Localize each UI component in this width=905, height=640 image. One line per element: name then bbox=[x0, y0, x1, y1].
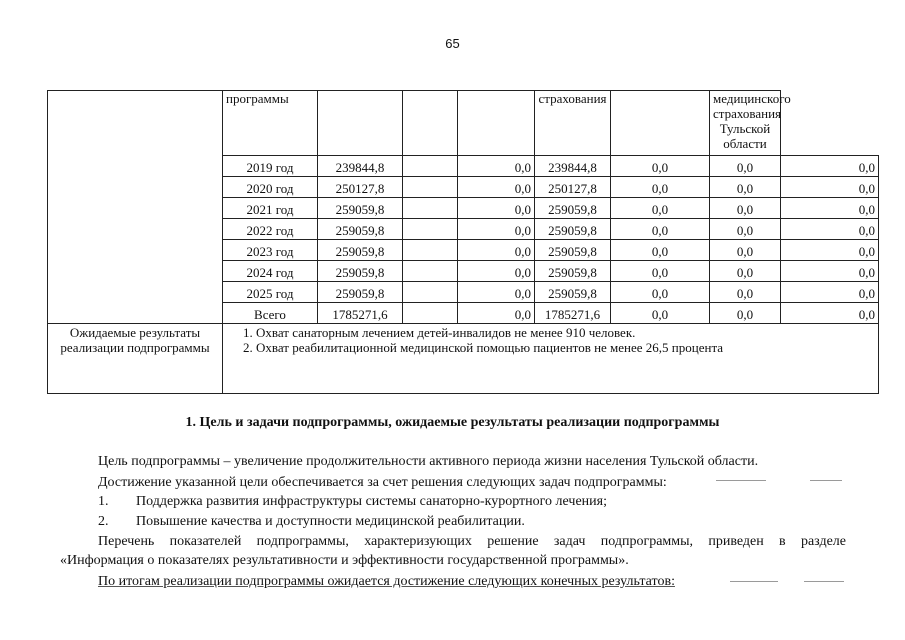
table-cell: 0,0 bbox=[781, 261, 879, 282]
task-item-2 bbox=[98, 513, 525, 530]
scan-artifact bbox=[804, 581, 844, 582]
table-cell: 1785271,6 bbox=[318, 303, 403, 324]
table-cell: 259059,8 bbox=[535, 240, 611, 261]
table-cell: 0,0 bbox=[710, 198, 781, 219]
table-cell: 0,0 bbox=[710, 261, 781, 282]
row-label: 2019 год bbox=[223, 156, 318, 177]
row-label: Всего bbox=[223, 303, 318, 324]
task-text: Поддержка развития инфраструктуры системы санаторно-курортного лечения; bbox=[136, 494, 607, 509]
table-cell: 259059,8 bbox=[318, 240, 403, 261]
table-cell: 0,0 bbox=[611, 156, 710, 177]
row-label: 2020 год bbox=[223, 177, 318, 198]
final-paragraph: По итогам реализации подпрограммы ожидается достижение следующих конечных результатов: bbox=[98, 574, 675, 589]
header-cell-oms: медицинского страхования Тульской области bbox=[710, 91, 781, 156]
expected-results-list bbox=[223, 324, 879, 394]
table-cell: 0,0 bbox=[611, 261, 710, 282]
header-cell bbox=[611, 91, 710, 156]
expected-result-item: 1. Охват санаторным лечением детей-инвалидов не менее 910 человек. bbox=[243, 325, 636, 340]
header-cell bbox=[318, 91, 403, 156]
table-cell: 259059,8 bbox=[535, 198, 611, 219]
table-cell: 0,0 bbox=[458, 282, 535, 303]
table-cell: 0,0 bbox=[781, 198, 879, 219]
header-cell: страхования bbox=[535, 91, 611, 156]
tasks-intro: Достижение указанной цели обеспечивается за счет решения следующих задач подпрограммы: bbox=[98, 475, 667, 490]
scan-artifact bbox=[810, 480, 842, 481]
table-cell: 0,0 bbox=[710, 156, 781, 177]
table-cell: 0,0 bbox=[710, 282, 781, 303]
table-cell: 0,0 bbox=[611, 219, 710, 240]
table-cell: 0,0 bbox=[611, 177, 710, 198]
table-cell: 0,0 bbox=[458, 198, 535, 219]
table-cell: 239844,8 bbox=[318, 156, 403, 177]
indicators-paragraph-line-1: Перечень показателей подпрограммы, характеризующих решение задач подпрограммы, приведен в разделе bbox=[98, 534, 846, 549]
header-cell-program: программы bbox=[223, 91, 318, 156]
table-cell: 0,0 bbox=[458, 303, 535, 324]
table-header-row bbox=[48, 91, 879, 156]
row-label: 2021 год bbox=[223, 198, 318, 219]
table-cell: 259059,8 bbox=[318, 282, 403, 303]
header-cell bbox=[458, 91, 535, 156]
table-cell: 259059,8 bbox=[318, 261, 403, 282]
table-cell: 239844,8 bbox=[535, 156, 611, 177]
table-cell: 0,0 bbox=[611, 240, 710, 261]
table-cell: 0,0 bbox=[710, 177, 781, 198]
table-cell: 0,0 bbox=[611, 198, 710, 219]
indicators-paragraph-line-2: «Информация о показателях результативности и эффективности государственной программы». bbox=[60, 553, 629, 568]
table-cell: 0,0 bbox=[781, 156, 879, 177]
table-cell: 0,0 bbox=[781, 177, 879, 198]
task-item-1 bbox=[98, 493, 607, 510]
table-cell: 0,0 bbox=[458, 219, 535, 240]
goal-paragraph: Цель подпрограммы – увеличение продолжительности активного периода жизни населения Тульской области. bbox=[98, 454, 759, 469]
table-cell: 0,0 bbox=[781, 282, 879, 303]
table-cell: 259059,8 bbox=[535, 261, 611, 282]
section-heading: 1. Цель и задачи подпрограммы, ожидаемые результаты реализации подпрограммы bbox=[185, 415, 720, 430]
table-cell: 0,0 bbox=[710, 219, 781, 240]
page-number: 65 bbox=[445, 36, 460, 51]
table-cell bbox=[403, 177, 458, 198]
table-cell: 0,0 bbox=[611, 303, 710, 324]
table-cell bbox=[403, 156, 458, 177]
table-cell bbox=[403, 219, 458, 240]
table-cell: 0,0 bbox=[458, 177, 535, 198]
table-cell: 0,0 bbox=[781, 219, 879, 240]
table-cell: 1785271,6 bbox=[535, 303, 611, 324]
task-number: 2. bbox=[98, 514, 109, 529]
table-cell bbox=[403, 240, 458, 261]
table-cell: 0,0 bbox=[710, 303, 781, 324]
table-cell bbox=[403, 198, 458, 219]
row-label: 2023 год bbox=[223, 240, 318, 261]
table-cell: 0,0 bbox=[458, 261, 535, 282]
table-cell bbox=[403, 282, 458, 303]
task-text: Повышение качества и доступности медицинской реабилитации. bbox=[136, 514, 525, 529]
row-label: 2022 год bbox=[223, 219, 318, 240]
task-number: 1. bbox=[98, 494, 109, 509]
table-cell: 250127,8 bbox=[535, 177, 611, 198]
expected-results-row bbox=[48, 324, 879, 394]
table-cell: 0,0 bbox=[710, 240, 781, 261]
table-cell: 250127,8 bbox=[318, 177, 403, 198]
table-cell: 0,0 bbox=[781, 240, 879, 261]
table-cell: 259059,8 bbox=[535, 219, 611, 240]
table-cell: 0,0 bbox=[611, 282, 710, 303]
expected-results-label: Ожидаемые результаты реализации подпрограммы bbox=[48, 324, 223, 394]
table-cell: 259059,8 bbox=[318, 198, 403, 219]
table-cell bbox=[403, 303, 458, 324]
row-label: 2024 год bbox=[223, 261, 318, 282]
table-cell: 259059,8 bbox=[535, 282, 611, 303]
merged-left-cell bbox=[48, 91, 223, 324]
table-cell: 0,0 bbox=[458, 240, 535, 261]
scan-artifact bbox=[716, 480, 766, 481]
row-label: 2025 год bbox=[223, 282, 318, 303]
scan-artifact bbox=[730, 581, 778, 582]
table-cell: 0,0 bbox=[458, 156, 535, 177]
table-cell: 0,0 bbox=[781, 303, 879, 324]
financing-table bbox=[47, 90, 879, 394]
table-cell bbox=[403, 261, 458, 282]
table-cell: 259059,8 bbox=[318, 219, 403, 240]
expected-result-item: 2. Охват реабилитационной медицинской помощью пациентов не менее 26,5 процента bbox=[243, 340, 724, 355]
header-cell bbox=[403, 91, 458, 156]
